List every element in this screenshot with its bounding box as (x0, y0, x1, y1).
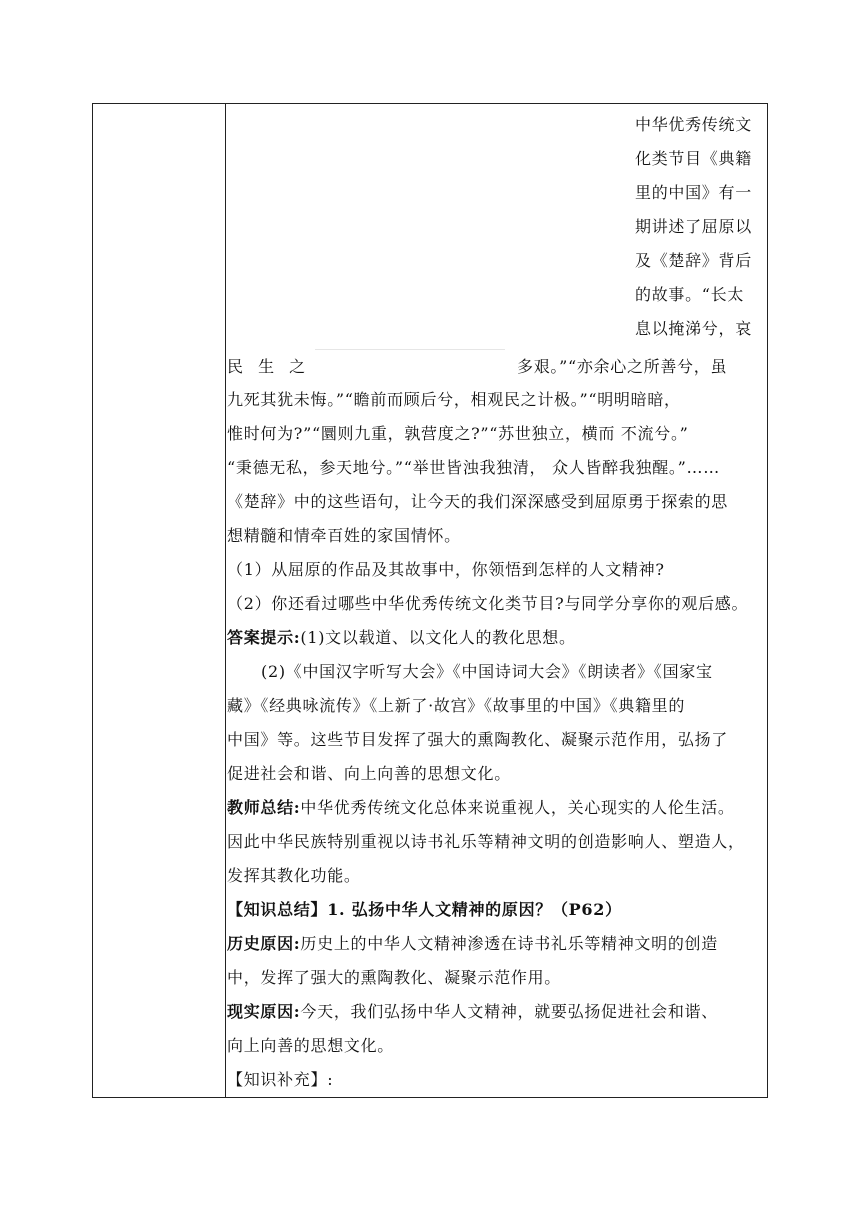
embedded-image-area (227, 104, 619, 356)
body-line: 《楚辞》中的这些语句，让今天的我们深深感受到屈原勇于探索的思 (227, 492, 729, 511)
float-line: 的故事。“长太 (635, 285, 745, 304)
teacher-line-3: 发挥其教化功能。 (227, 866, 361, 885)
column-divider (225, 104, 226, 1097)
history-text: 历史上的中华人文精神渗透在诗书礼乐等精神文明的创造 (300, 934, 718, 953)
answer-line-5: 促进社会和谐、向上向善的思想文化。 (227, 764, 511, 783)
answer-line-3: 藏》《经典咏流传》《上新了·故宫》《故事里的中国》《典籍里的 (227, 696, 686, 715)
reality-text: 今天，我们弘扬中华人文精神，就要弘扬促进社会和谐、 (300, 1002, 718, 1021)
reality-line-1 (227, 995, 718, 1029)
float-line: 中华优秀传统文 (635, 115, 752, 134)
lesson-table (92, 103, 768, 1098)
history-line-1 (227, 927, 718, 961)
float-line: 里的中国》有一 (635, 183, 752, 202)
content-cell (227, 104, 767, 1097)
knowledge-summary-heading: 【知识总结】1. 弘扬中华人文精神的原因？（P62） (227, 900, 622, 919)
float-line: 化类节目《典籍 (635, 149, 752, 168)
answer-label: 答案提示: (227, 628, 301, 647)
question-2: （2）你还看过哪些中华优秀传统文化类节目?与同学分享你的观后感。 (227, 594, 749, 613)
answer-line-2: (2)《中国汉字听写大会》《中国诗词大会》《朗读者》《国家宝 (261, 662, 713, 681)
question-1: （1）从屈原的作品及其故事中，你领悟到怎样的人文精神? (227, 560, 665, 579)
history-line-2: 中，发挥了强大的熏陶教化、凝聚示范作用。 (227, 968, 562, 987)
float-line: 期讲述了屈原以 (635, 217, 752, 236)
body-line: 九死其犹未悔。”“瞻前而顾后兮，相观民之计极。”“明明暗暗， (227, 390, 681, 409)
teacher-line-2: 因此中华民族特别重视以诗书礼乐等精神文明的创造影响人、塑造人， (227, 832, 745, 851)
reality-label: 现实原因: (227, 1002, 301, 1021)
body-line: “秉德无私，参天地兮。”“举世皆浊我独清， 众人皆醉我独醒。”…… (227, 458, 720, 477)
answer-line-4: 中国》等。这些节目发挥了强大的熏陶教化、凝聚示范作用，弘扬了 (227, 730, 729, 749)
teacher-line-1 (227, 791, 735, 825)
knowledge-supplement-heading: 【知识补充】: (227, 1070, 334, 1089)
body-line: 惟时何为?”“圜则九重，孰营度之?”“苏世独立，横而 不流兮。” (227, 424, 689, 443)
body-line: 想精髓和情牵百姓的家国情怀。 (227, 526, 461, 545)
answer-line-1 (227, 621, 576, 655)
image-bottom-edge (315, 349, 505, 350)
text-line-min-right: 多艰。”“亦余心之所善兮，虽 (517, 357, 728, 376)
float-line: 及《楚辞》背后 (635, 251, 752, 270)
reality-line-2: 向上向善的思想文化。 (227, 1036, 395, 1055)
text-line-min-left: 民 生 之 (227, 357, 311, 376)
answer-text: (1)文以载道、以文化人的教化思想。 (300, 628, 576, 647)
teacher-text: 中华优秀传统文化总体来说重视人，关心现实的人伦生活。 (300, 798, 735, 817)
teacher-label: 教师总结: (227, 798, 301, 817)
history-label: 历史原因: (227, 934, 301, 953)
float-line: 息以掩涕兮，哀 (635, 319, 752, 338)
